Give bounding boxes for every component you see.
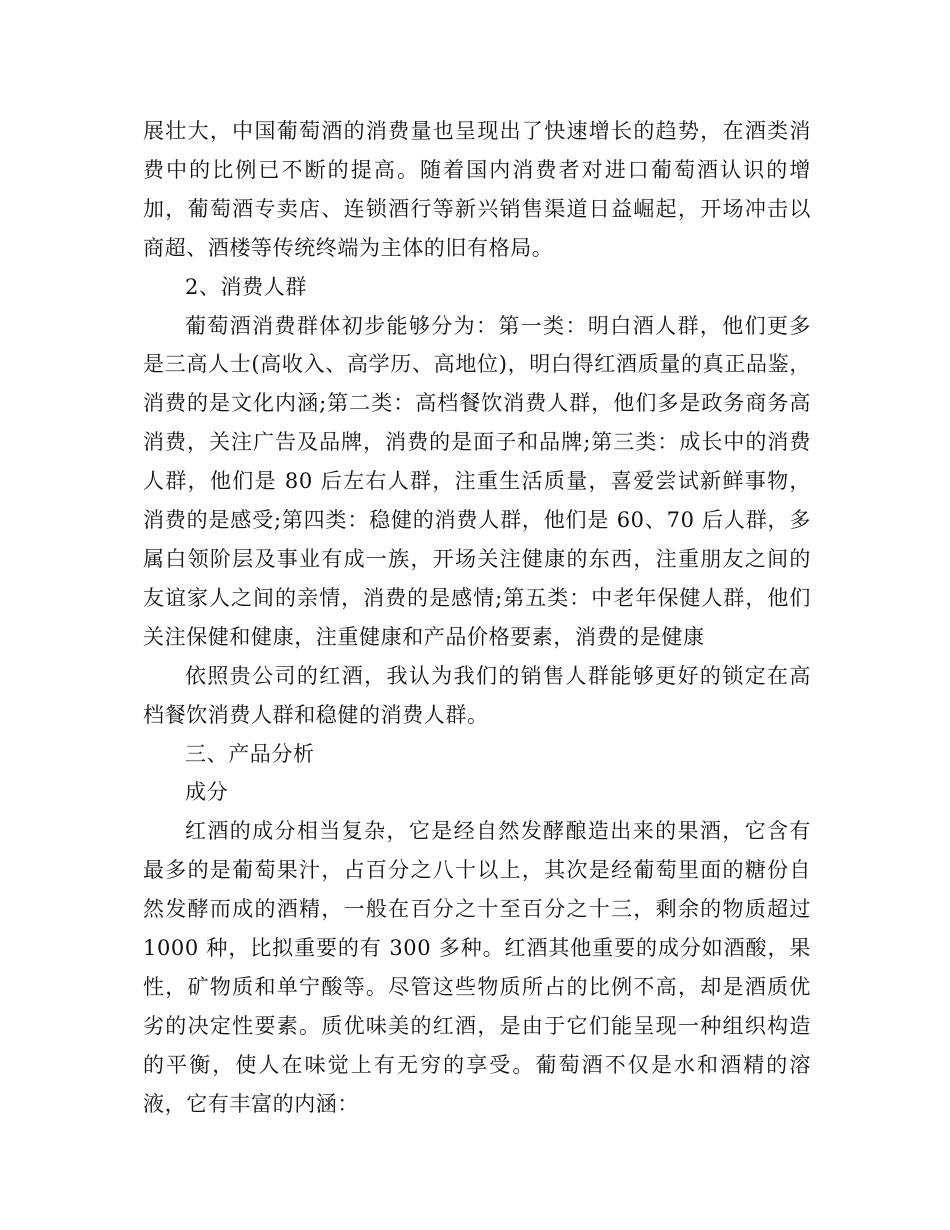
paragraph-consumer-categories: 葡萄酒消费群体初步能够分为：第一类：明白酒人群，他们更多是三高人士(高收入、高学历、高地位)，明白得红酒质量的真正品鉴，消费的是文化内涵;第二类：高档餐饮消费人群，他们多是政务商务高消费，关注广告及品牌，消费的是面子和品牌;第三类：成长中的消费人群，他们是 80 后左右人群，注重生活质量，喜爱尝试新鲜事物，消费的是感受;第四类：稳健的消费人群，他们是 60、70 后人群，多属白领阶层及事业有成一族，开场关注健康的东西，注重朋友之间的友谊家人之间的亲情，消费的是感情;第五类：中老年保健人群，他们关注保健和健康，注重健康和产品价格要素，消费的是健康 [143,313,811,649]
section-heading-product-analysis: 三、产品分析 [185,741,315,766]
paragraph-target-customers: 依照贵公司的红酒，我认为我们的销售人群能够更好的锁定在高档餐饮消费人群和稳健的消费人群。 [143,663,811,727]
paragraph-market-growth: 展壮大，中国葡萄酒的消费量也呈现出了快速增长的趋势，在酒类消费中的比例已不断的提高。随着国内消费者对进口葡萄酒认识的增加，葡萄酒专卖店、连锁酒行等新兴销售渠道日益崛起，开场冲击以商超、酒楼等传统终端为主体的旧有格局。 [143,119,811,260]
paragraph-wine-composition: 红酒的成分相当复杂，它是经自然发酵酿造出来的果酒，它含有最多的是葡萄果汁，占百分之八十以上，其次是经葡萄里面的糖份自然发酵而成的酒精，一般在百分之十至百分之十三，剩余的物质超过 1000 种，比拟重要的有 300 多种。红酒其他重要的成分如酒酸，果性，矿物质和单宁酸等。尽管这些物质所占的比例不高，却是酒质优劣的决定性要素。质优味美的红酒，是由于它们能呈现一种组织构造的平衡，使人在味觉上有无穷的享受。葡萄酒不仅是水和酒精的溶液，它有丰富的内涵： [143,819,811,1116]
document-body [143,112,811,1124]
subheading-ingredients: 成分 [185,780,229,805]
section-heading-consumer-groups: 2、消费人群 [185,274,307,299]
